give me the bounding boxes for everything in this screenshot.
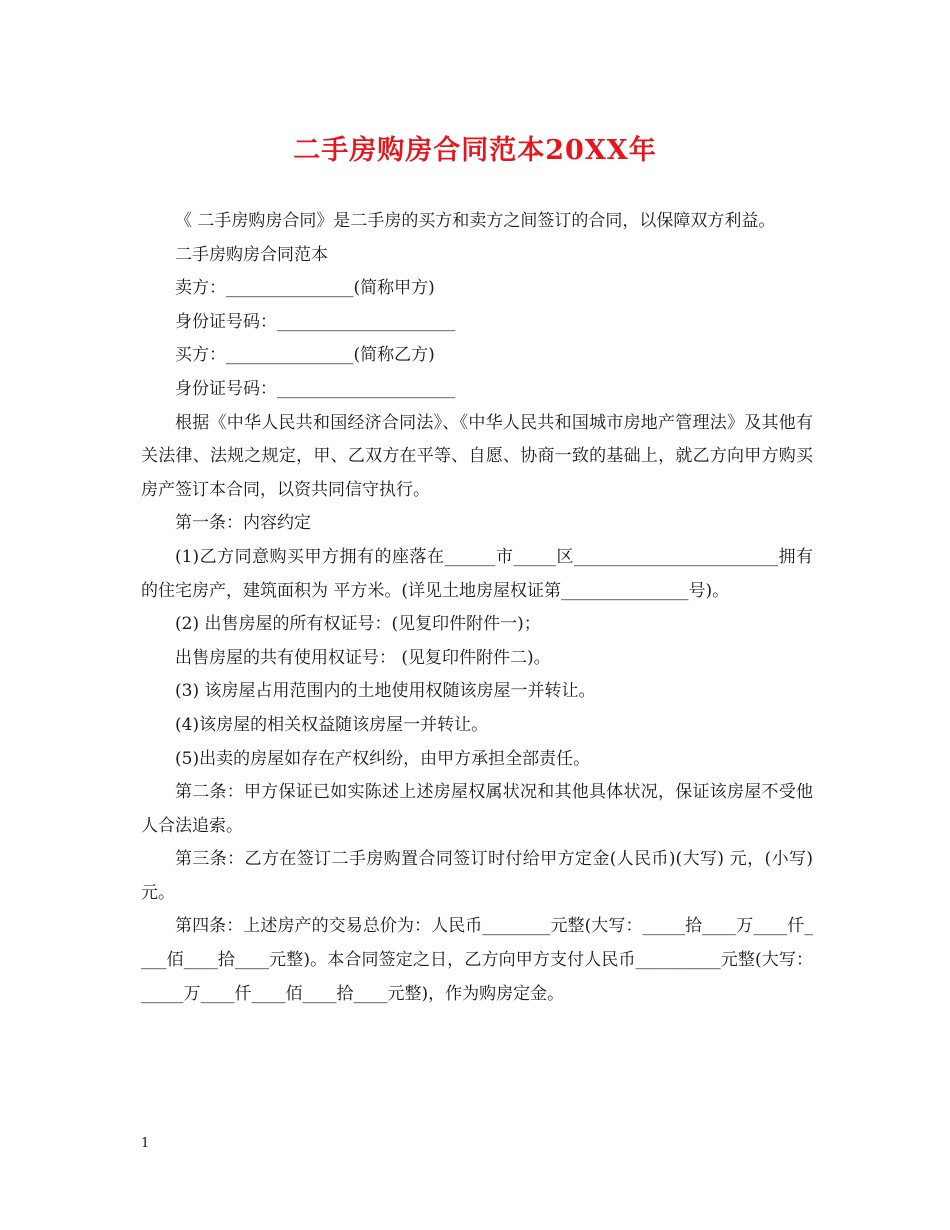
article-4-paragraph: 第四条：上述房产的交易总价为：人民币________元整(大写：_____拾____万____仟____佰____拾____元整)。本合同签定之日，乙方向甲方支付人民币__________元整(大写：_____万____仟____佰____拾____元整)，作为购房定金。 <box>141 916 813 1004</box>
article-1-item-2: (2) 出售房屋的所有权证号：(见复印件附件一)； <box>175 614 541 635</box>
contract-heading: 二手房购房合同范本 <box>175 244 328 265</box>
seller-line: 卖方：_______________(简称甲方) <box>175 278 435 299</box>
document-title: 二手房购房合同范本20XX年 <box>293 135 657 166</box>
article-1-item-4: (4)该房屋的相关权益随该房屋一并转让。 <box>175 714 489 735</box>
article-1-item-3: (3) 该房屋占用范围内的土地使用权随该房屋一并转让。 <box>175 681 596 702</box>
buyer-line: 买方：_______________(简称乙方) <box>175 345 435 366</box>
document-body <box>141 205 819 1011</box>
article-1-item-5: (5)出卖的房屋如存在产权纠纷，由甲方承担全部责任。 <box>175 748 591 769</box>
page-number: 1 <box>141 1136 150 1151</box>
article-3-paragraph: 第三条：乙方在签订二手房购置合同签订时付给甲方定金(人民币)(大写) 元，(小写) 元。 <box>141 849 819 903</box>
legal-basis-paragraph: 根据《中华人民共和国经济合同法》、《中华人民共和国城市房地产管理法》及其他有关法律、法规之规定，甲、乙双方在平等、自愿、协商一致的基础上，就乙方向甲方购买房产签订本合同，以资共同信守执行。 <box>141 412 813 500</box>
article-1-item-2b: 出售房屋的共有使用权证号： (见复印件附件二)。 <box>175 647 551 668</box>
seller-id-line: 身份证号码：_____________________ <box>175 311 456 332</box>
intro-paragraph: 《 二手房购房合同》是二手房的买方和卖方之间签订的合同，以保障双方利益。 <box>175 211 776 231</box>
buyer-id-line: 身份证号码：_____________________ <box>175 378 456 399</box>
article-2-paragraph: 第二条：甲方保证已如实陈述上述房屋权属状况和其他具体状况，保证该房屋不受他人合法追索。 <box>141 782 813 836</box>
article-1-heading: 第一条：内容约定 <box>175 513 311 534</box>
article-1-item-1: (1)乙方同意购买甲方拥有的座落在______市_____区________________________拥有的住宅房产，建筑面积为 平方米。(详见土地房屋权证第_______________号)。 <box>141 546 813 601</box>
